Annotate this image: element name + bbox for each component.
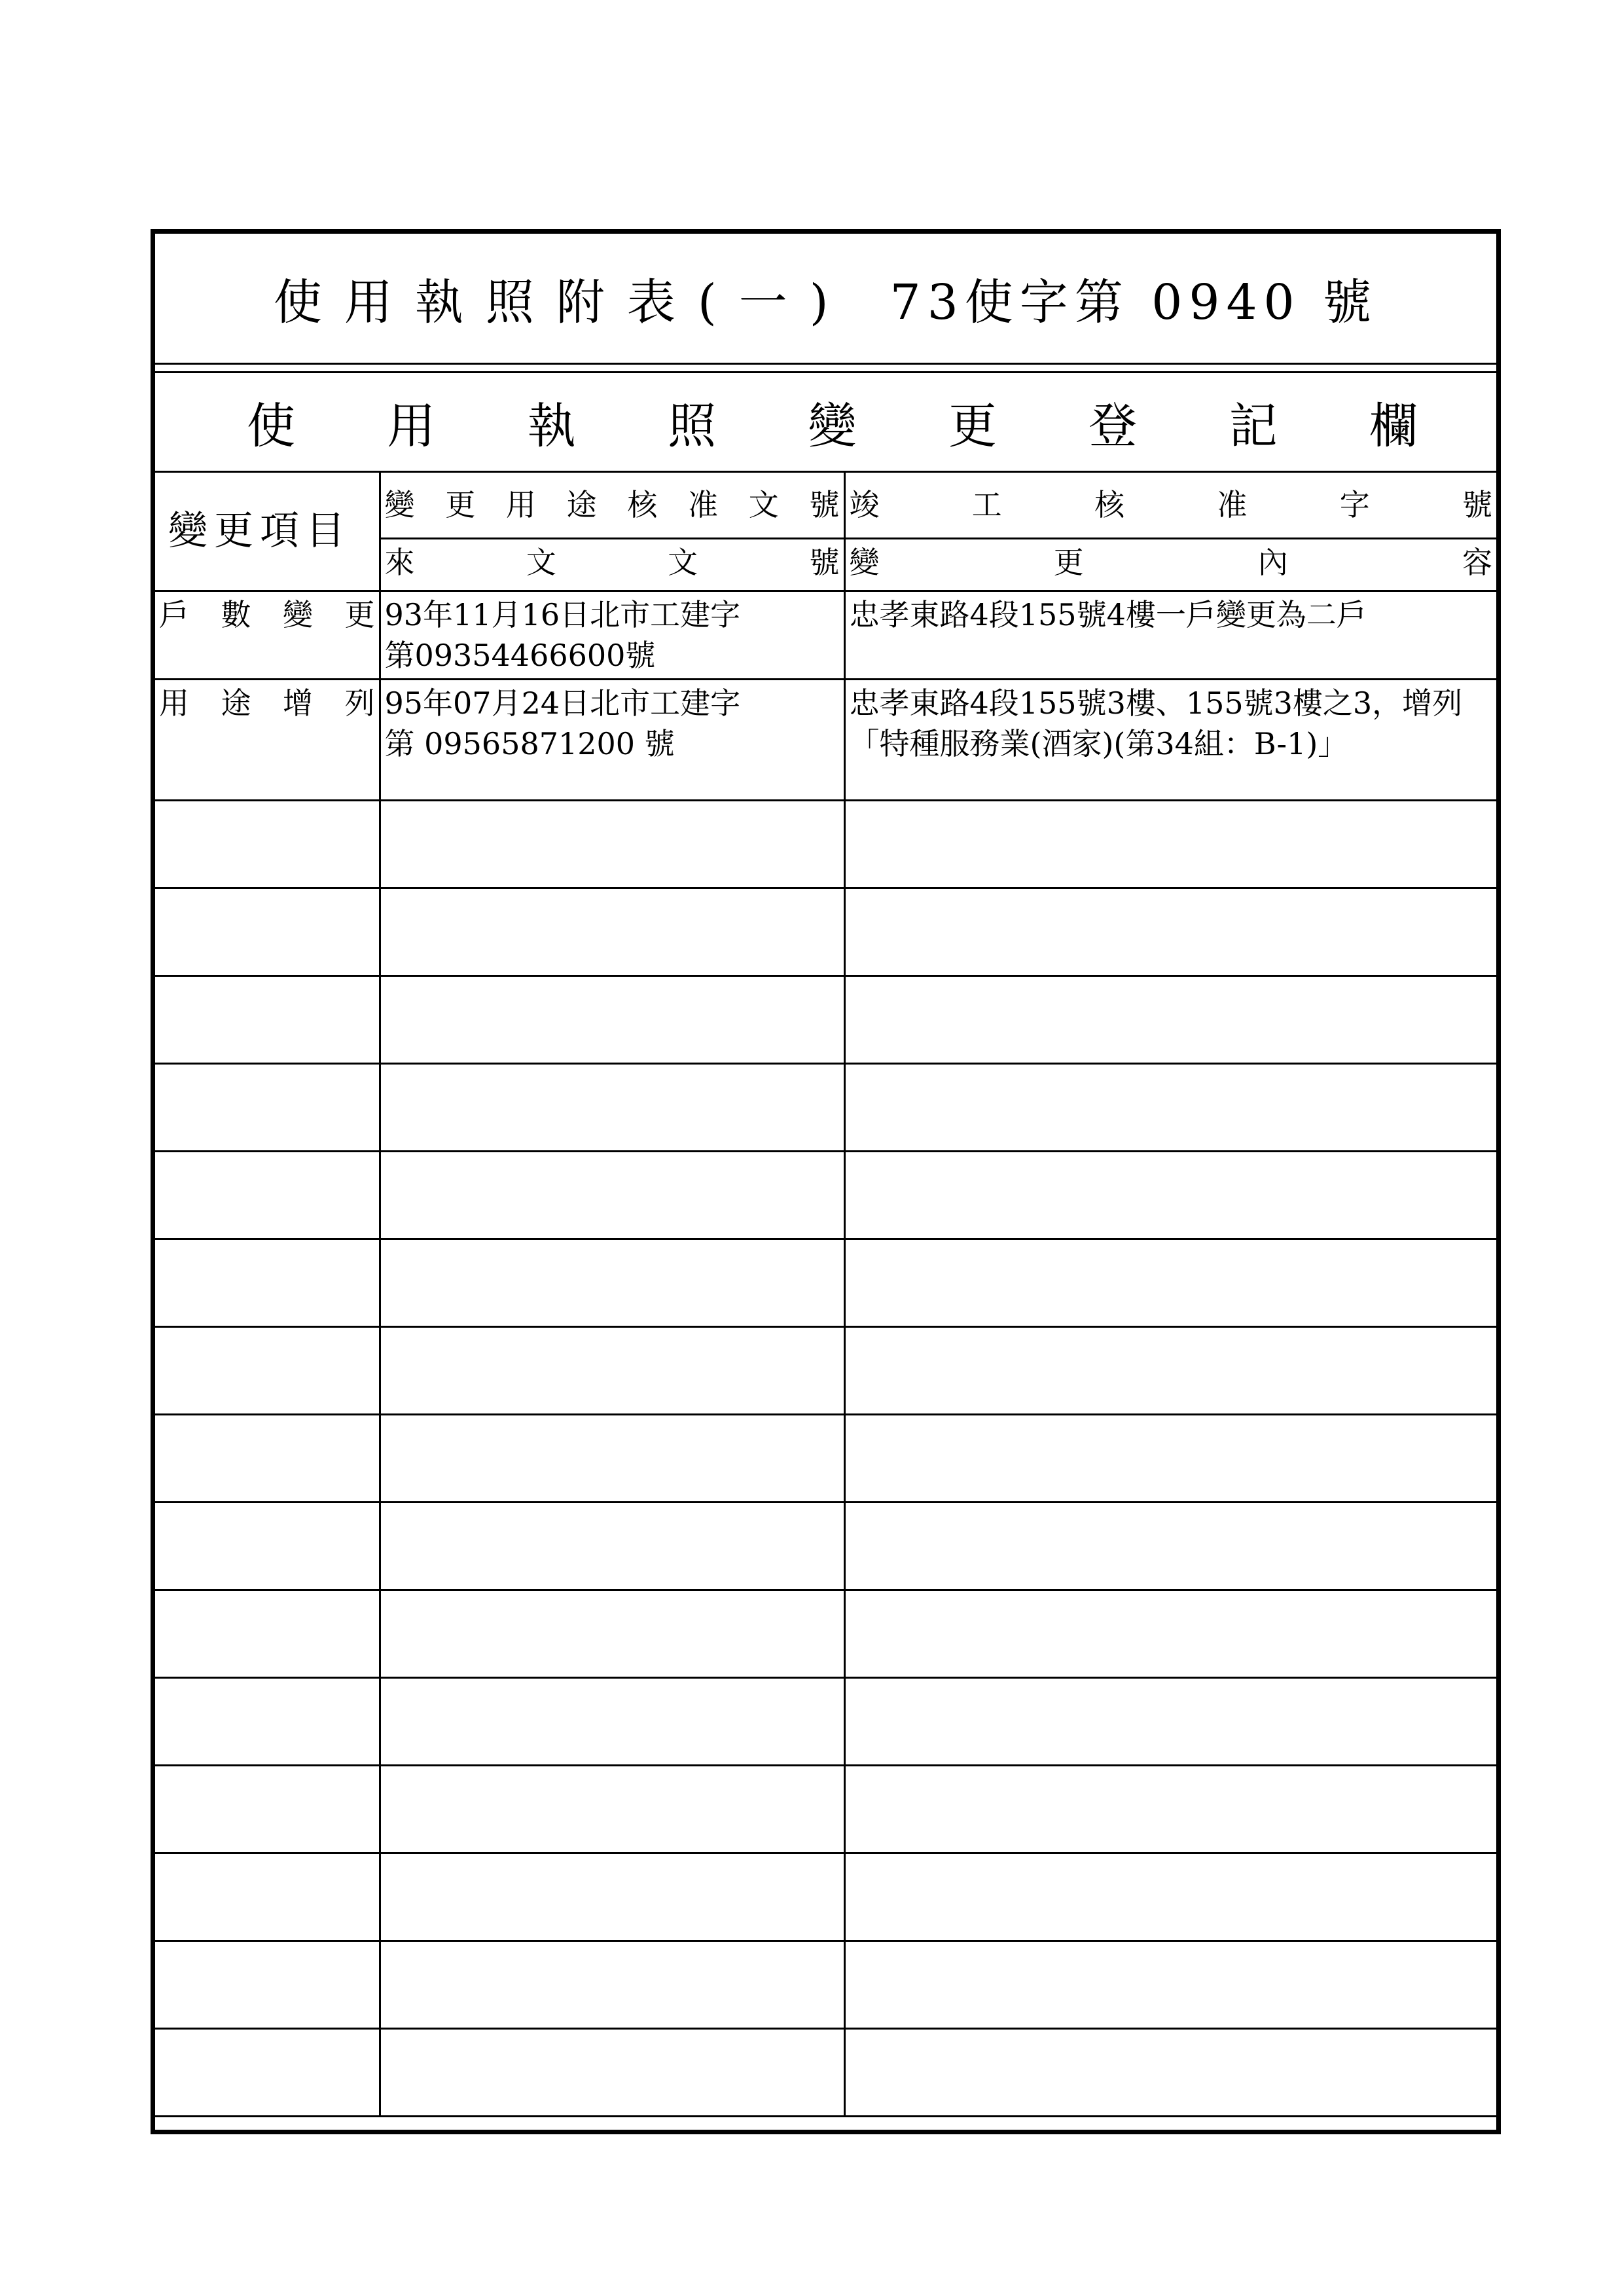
blank-row [155,1239,1496,1326]
spread-char: 竣 [849,487,880,523]
blank-row [155,800,1496,888]
spread-text [850,484,1493,525]
blank-row [155,1590,1496,1677]
spread-text [850,542,1493,583]
blank-cell [380,1941,844,2028]
blank-row [155,1677,1496,1765]
spread-char: 工 [971,487,1002,523]
heading-char: 執 [527,397,576,454]
blank-cell [844,975,1496,1063]
blank-cell [844,1151,1496,1239]
blank-cell [155,1239,380,1326]
blank-cell [155,1502,380,1590]
table-row [155,591,1496,679]
blank-cell [155,1941,380,2028]
spread-char: 更 [344,596,375,632]
blank-cell [844,1063,1496,1151]
spread-char: 號 [809,544,840,580]
spread-text [385,484,840,525]
blank-cell [155,1853,380,1941]
blank-cell [844,1502,1496,1590]
spread-char: 准 [1217,487,1248,523]
document-title [155,234,1496,365]
blank-cell [844,1326,1496,1414]
entry-doc-no [380,591,844,679]
title-main: 使用執照附表(一) [273,274,851,331]
blank-cell [844,1590,1496,1677]
spread-char: 文 [748,487,779,523]
blank-row [155,1063,1496,1151]
blank-cell [155,1677,380,1765]
heading-char: 登 [1088,397,1138,454]
spread-char: 准 [688,487,719,523]
table-row [155,679,1496,800]
spread-text [385,542,840,583]
heading-char: 更 [948,397,997,454]
blank-cell [844,1853,1496,1941]
spread-char: 途 [566,487,597,523]
blank-row [155,1765,1496,1853]
heading-char: 照 [668,397,717,454]
blank-cell [155,1063,380,1151]
blank-cell [155,975,380,1063]
entry-content: 忠孝東路4段155號3樓、155號3樓之3，增列「特種服務業(酒家)(第34組：B-1)」 [844,679,1496,800]
spread-char: 列 [344,685,375,721]
table-header-row [155,473,1496,538]
blank-cell [155,1590,380,1677]
doc-line: 第09354466600號 [384,637,656,673]
blank-cell [155,1765,380,1853]
spread-char: 增 [283,685,313,721]
blank-cell [380,1502,844,1590]
blank-cell [380,1063,844,1151]
blank-cell [844,888,1496,975]
header-change-item: 變更項目 [155,473,380,591]
change-record-table [155,473,1496,2117]
heading-char: 記 [1229,397,1278,454]
blank-cell [380,975,844,1063]
spread-char: 變 [283,596,313,632]
blank-cell [380,1590,844,1677]
blank-cell [844,2028,1496,2116]
blank-cell [380,1414,844,1502]
blank-cell [380,1765,844,1853]
header-approval-doc-no [380,473,844,538]
blank-cell [380,1326,844,1414]
entry-content: 忠孝東路4段155號4樓一戶變更為二戶 [844,591,1496,679]
blank-cell [844,1677,1496,1765]
spread-char: 文 [668,544,698,580]
blank-row [155,1941,1496,2028]
spread-char: 文 [526,544,556,580]
blank-cell [380,1853,844,1941]
blank-cell [380,2028,844,2116]
spread-char: 核 [1094,487,1125,523]
blank-cell [155,888,380,975]
spread-char: 變 [849,544,880,580]
spread-char: 核 [627,487,658,523]
blank-row [155,1414,1496,1502]
blank-cell [155,1414,380,1502]
blank-row [155,2028,1496,2116]
header-incoming-doc-no [380,538,844,591]
blank-cell [844,800,1496,888]
blank-row [155,975,1496,1063]
license-appendix-sheet [151,229,1501,2134]
blank-cell [380,1677,844,1765]
heading-char: 使 [247,397,295,454]
blank-cell [155,2028,380,2116]
blank-cell [155,1326,380,1414]
blank-cell [380,888,844,975]
spread-char: 字 [1339,487,1370,523]
license-number: 73使字第 0940 號 [890,274,1378,331]
blank-row [155,1326,1496,1414]
spread-char: 變 [384,487,415,523]
blank-row [155,1502,1496,1590]
heading-char: 欄 [1369,397,1418,454]
spread-text [159,594,375,635]
doc-line: 95年07月24日北市工建字 [384,685,741,721]
spread-char: 號 [1462,487,1492,523]
blank-cell [380,1151,844,1239]
blank-cell [844,1414,1496,1502]
header-change-content [844,538,1496,591]
entry-item [155,679,380,800]
heading-char: 用 [387,397,436,454]
doc-line: 第 09565871200 號 [384,725,675,761]
header-completion-no [844,473,1496,538]
spread-char: 內 [1257,544,1288,580]
blank-row [155,1853,1496,1941]
spread-char: 用 [159,685,189,721]
blank-cell [844,1239,1496,1326]
spread-char: 用 [505,487,536,523]
spread-char: 號 [809,487,840,523]
doc-line: 93年11月16日北市工建字 [384,596,741,632]
blank-row [155,888,1496,975]
spread-char: 數 [221,596,251,632]
entry-doc-no [380,679,844,800]
section-heading [155,371,1496,473]
spread-text [159,683,375,723]
blank-cell [844,1765,1496,1853]
spread-char: 更 [445,487,476,523]
spread-char: 更 [1053,544,1084,580]
spread-char: 戶 [159,596,189,632]
blank-cell [155,800,380,888]
spread-char: 途 [221,685,251,721]
spread-char: 容 [1462,544,1492,580]
blank-cell [844,1941,1496,2028]
blank-cell [380,1239,844,1326]
spread-char: 來 [384,544,415,580]
blank-cell [155,1151,380,1239]
blank-cell [380,800,844,888]
entry-item [155,591,380,679]
heading-char: 變 [808,397,857,454]
blank-row [155,1151,1496,1239]
